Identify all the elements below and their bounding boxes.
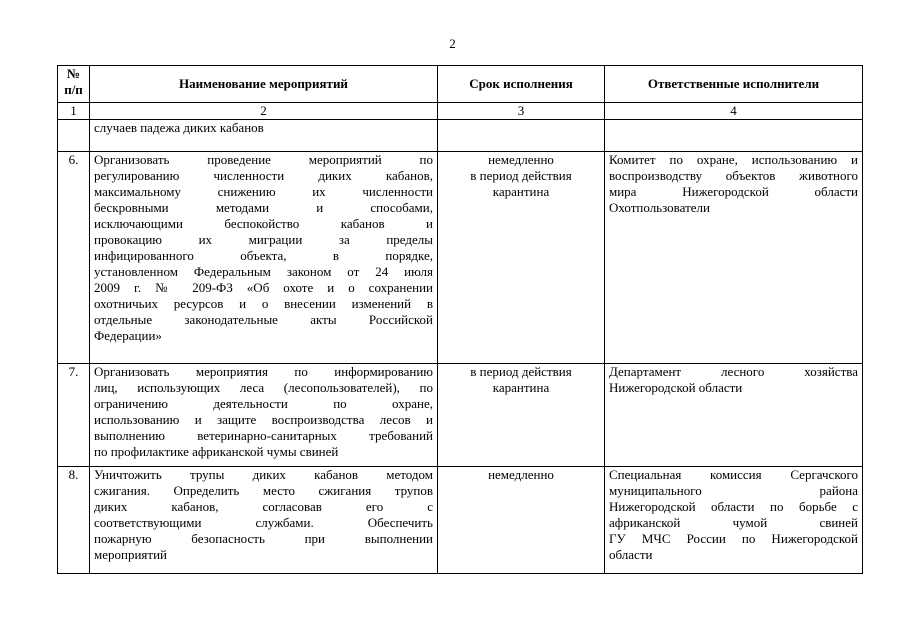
term-text-line: немедленно [488, 467, 554, 482]
measure-text-line: Организовать мероприятия по информированию [94, 364, 433, 379]
responsible-text-line: Нижегородской области [609, 380, 743, 395]
term-text-line: немедленно [488, 152, 554, 167]
table-row [58, 467, 863, 574]
term-text-line: в период действия [470, 364, 572, 379]
column-number: 2 [90, 103, 438, 120]
table-body [58, 120, 863, 574]
term-text-cell [438, 364, 605, 467]
table-header-row [58, 66, 863, 103]
page-number: 2 [449, 36, 456, 51]
measure-text-line: установленном Федеральным законом от 24 июля [94, 264, 433, 279]
term-text-cell [438, 120, 605, 152]
responsible-text-cell [605, 364, 863, 467]
row-number: 8. [58, 467, 90, 574]
header-name: Наименование мероприятий [90, 66, 438, 103]
term-text-line: в период действия [470, 168, 572, 183]
measure-text-line: регулированию численности диких кабанов, [94, 168, 433, 183]
measure-text-line: по профилактике африканской чумы свиней [94, 444, 339, 459]
measure-text-line: диких кабанов, согласовав его с [94, 499, 433, 514]
measure-text-line: выполнению ветеринарно-санитарных требований [94, 428, 433, 443]
measure-text-cell [90, 152, 438, 364]
measure-text-line: исключающими беспокойство кабанов и [94, 216, 433, 231]
measure-text-line: Уничтожить трупы диких кабанов методом [94, 467, 433, 482]
measure-text-line: соответствующими службами. Обеспечить [94, 515, 433, 530]
measure-text-line: охотничьих ресурсов и о внесении изменений в [94, 296, 433, 311]
responsible-text-cell [605, 152, 863, 364]
measure-text-line: отдельные законодательные акты Российской [94, 312, 433, 327]
table-row [58, 152, 863, 364]
term-text-line: карантина [492, 380, 550, 395]
responsible-text-line: области [609, 547, 653, 562]
responsible-text-line: воспроизводству объектов животного [609, 168, 858, 183]
responsible-text-line: муниципального района [609, 483, 858, 498]
header-num-line: № [66, 66, 81, 81]
measure-text-cell [90, 467, 438, 574]
row-number: 6. [58, 152, 90, 364]
header-term: Срок исполнения [438, 66, 605, 103]
header-num-line: п/п [64, 82, 83, 97]
measure-text-line: бескровными методами и способами, [94, 200, 433, 215]
measure-text-line: ограничению деятельности по охране, [94, 396, 433, 411]
responsible-text-line: Нижегородской области по борьбе с [609, 499, 858, 514]
measures-table [57, 65, 863, 574]
responsible-text-line: мира Нижегородской области [609, 184, 858, 199]
responsible-text-line: Комитет по охране, использованию и [609, 152, 858, 167]
measure-text-line: случаев падежа диких кабанов [94, 120, 264, 135]
column-number: 4 [605, 103, 863, 120]
measure-text-line: мероприятий [94, 547, 167, 562]
responsible-text-line: Департамент лесного хозяйства [609, 364, 858, 379]
measure-text-line: использованию и защите воспроизводства лесов и [94, 412, 433, 427]
header-num [58, 66, 90, 103]
table-row [58, 364, 863, 467]
column-number: 1 [58, 103, 90, 120]
measure-text-line: Организовать проведение мероприятий по [94, 152, 433, 167]
responsible-text-line: Охотпользователи [609, 200, 710, 215]
row-number [58, 120, 90, 152]
measure-text-line: Федерации» [94, 328, 162, 343]
measure-text-line: сжигания. Определить место сжигания трупов [94, 483, 433, 498]
responsible-text-line: африканской чумой свиней [609, 515, 858, 530]
term-text-cell [438, 152, 605, 364]
responsible-text-line: ГУ МЧС России по Нижегородской [609, 531, 858, 546]
header-responsible: Ответственные исполнители [605, 66, 863, 103]
responsible-text-cell [605, 120, 863, 152]
measure-text-line: инфицированного объекта, в порядке, [94, 248, 433, 263]
measure-text-cell [90, 364, 438, 467]
responsible-text-line: Специальная комиссия Сергачского [609, 467, 858, 482]
measure-text-line: 2009 г. № 209-ФЗ «Об охоте и о сохранении [94, 280, 433, 295]
measure-text-line: провокацию их миграции за пределы [94, 232, 433, 247]
measure-text-line: максимальному снижению их численности [94, 184, 433, 199]
measure-text-line: лиц, использующих леса (лесопользователей), по [94, 380, 433, 395]
measure-text-cell [90, 120, 438, 152]
row-number: 7. [58, 364, 90, 467]
measure-text-line: пожарную безопасность при выполнении [94, 531, 433, 546]
term-text-line: карантина [492, 184, 550, 199]
table-row [58, 120, 863, 152]
term-text-cell [438, 467, 605, 574]
column-number: 3 [438, 103, 605, 120]
responsible-text-cell [605, 467, 863, 574]
column-numbers-row [58, 103, 863, 120]
